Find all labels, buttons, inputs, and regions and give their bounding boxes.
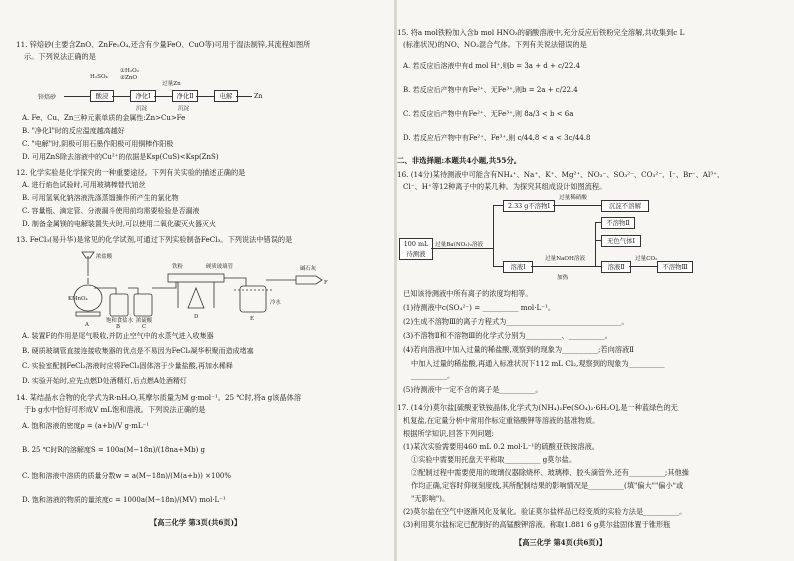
q16-part-1: (1)待测液中c(SO₄²⁻) = __________ mol·L⁻¹。: [403, 303, 556, 312]
bottle-c: [134, 294, 152, 316]
q11-box-purify-1: 净化Ⅰ: [130, 90, 156, 102]
q12-option-c: C. 容量瓶、滴定管、分液漏斗使用前均需要检验是否漏液: [22, 207, 200, 215]
q16-branch-bottom: [493, 266, 503, 267]
q16-precipitate-1-result: 沉淀不溶解: [601, 200, 649, 212]
label-hard-glass-tube: 硬质玻璃管: [206, 264, 233, 270]
q11-product: Zn: [254, 92, 263, 100]
q17-part-2: (2)莫尔盐在空气中逐渐风化及氧化。验证莫尔盐样品已经变质的实验方法是__________。: [403, 507, 687, 516]
right-page: [397, 0, 794, 561]
q15-option-b: B. 若反应后产物中有Fe²⁺、无Fe³⁺,则b = 2a + c/22.4: [403, 86, 578, 94]
label-soda-lime: 碱石灰: [300, 266, 317, 272]
q14-option-b: B. 25 ℃时R的溶解度S = 100a(M−18n)/(18na+Mb) g: [22, 446, 206, 454]
q13-option-b: B. 硬质玻璃管直接连接收集器的优点是不易因为FeCl₃凝华积聚而造成堵塞: [22, 347, 254, 355]
label-kmno4: KMnO₄: [68, 296, 88, 302]
q16-stem-line1: 16. (14分)某待测液中可能含有NH₄⁺、Na⁺、K⁺、Mg²⁺、NO₃⁻、SO₃²⁻、CO₃²⁻、I⁻、Br⁻、Al³⁺、: [397, 170, 725, 179]
left-page-footer: 【高三化学 第3页(共6页)】: [150, 518, 242, 527]
q14-stem-line1: 14. 某结晶水合物的化学式为R·nH₂O,其摩尔质量为M g·mol⁻¹。25 ℃时,将a g该晶体溶: [16, 393, 302, 402]
q11-stem-line1: 11. 锌焙砂(主要含ZnO、ZnFe₂O₄,还含有少量FeO、CuO等)可用于湿法制锌,其流程如图所: [16, 40, 311, 49]
q11-option-d: D. 可用ZnS除去溶液中的Cu²⁺的依据是Ksp(CuS)<Ksp(ZnS): [22, 153, 219, 161]
right-page-footer: 【高三化学 第4页(共6页)】: [515, 538, 607, 547]
q12-option-a: A. 进行焰色试验时,可用玻璃棒替代铂丝: [22, 181, 146, 189]
q11-precipitate-2: 沉淀: [178, 106, 190, 112]
q11-arrow-1: [64, 96, 90, 97]
q16-reagent-1b: 过量稀硝酸: [559, 195, 587, 201]
q16-part-3: (3)不溶物Ⅱ和不溶物Ⅲ的化学式分别为__________、__________。: [403, 331, 612, 340]
bottle-b: [110, 294, 128, 316]
q16-arrow-main: [431, 248, 493, 249]
letter-c: C: [142, 324, 147, 328]
q11-stem-line2: 示。下列说法正确的是: [24, 52, 96, 61]
q16-precipitate-1-box: 2.33 g不溶物Ⅰ: [503, 200, 555, 212]
q12-option-d: D. 制备金属镁的电解装置失火时,可以使用二氧化碳灭火器灭火: [22, 220, 217, 228]
q11-arrow-3: [154, 96, 172, 97]
q16-solution-2-box: 溶液Ⅱ: [601, 261, 631, 273]
label-conc-h2so4: 浓硫酸: [136, 318, 153, 324]
letter-f: F: [324, 280, 328, 286]
q16-part-5: (5)待测液中一定不含的离子是__________。: [403, 385, 543, 394]
q15-stem-line2: (标准状况)的NO、NO₂混合气体。下列有关说法错误的是: [403, 40, 587, 49]
q11-box-purify-2: 净化Ⅱ: [172, 90, 198, 102]
q16-gas-1-box: 无色气体Ⅰ: [601, 235, 641, 247]
q13-apparatus-diagram: [60, 248, 340, 328]
q15-option-d: D. 若反应后产物中有Fe²⁺、Fe³⁺,则 c/44.8 < a < 3c/44.8: [403, 134, 591, 142]
q16-precipitate-2-box: 不溶物Ⅱ: [601, 217, 635, 229]
q17-part-1: (1)某次实验需要用460 mL 0.2 mol·L⁻¹的硫酸亚铁铵溶液。: [403, 442, 599, 451]
q11-arrow-2: [112, 96, 130, 97]
q16-branch-vertical: [493, 205, 494, 267]
label-iron-powder: 铁粉: [172, 264, 183, 270]
q17-part-1-sub-1: ①实验中需要用托盘天平称取__________ g莫尔盐。: [411, 455, 577, 464]
letter-b: B: [116, 324, 120, 328]
q14-stem-line2: 于b g水中恰好可形成V mL饱和溶液。下列说法正确的是: [24, 405, 206, 414]
q11-box-acid-leach: 酸浸: [90, 90, 114, 102]
drying-tube-f: [296, 276, 322, 284]
label-conc-hcl: 浓盐酸: [96, 254, 113, 260]
q11-box-electrolysis: 电解: [214, 90, 238, 102]
q14-option-a: A. 饱和溶液的密度ρ = (a+b)/V g·mL⁻¹: [22, 422, 150, 430]
q16-part-4-line3: __________。: [411, 371, 455, 380]
q16-reagent-1: 过量Ba(NO₃)₂溶液: [435, 242, 484, 248]
q16-part-4-line2: 中加入过量的稀盐酸,再通入标准状况下112 mL Cl₂,观察到的现象为__________: [411, 359, 665, 368]
q15-stem-line1: 15. 将a mol铁粉加入含b mol HNO₃的硝酸溶液中,充分反应后铁粉完全溶解,共收集到c L: [397, 28, 685, 37]
q16-reagent-2: 过量NaOH溶液: [545, 256, 586, 262]
left-page: [0, 0, 394, 561]
q17-part-1-sub-2-line2: 作均正确,定容时仰视刻度线,其所配制结果的影响情况是__________(填"偏大""偏小"或: [411, 481, 684, 490]
q16-arrow-3: [629, 266, 657, 267]
stand-a: [76, 312, 100, 316]
section-2-heading: 二、非选择题:本题共4小题,共55分。: [397, 156, 522, 165]
label-cold-water: 冷水: [270, 300, 281, 306]
q11-option-a: A. Fe、Cu、Zn三种元素单质的金属性:Zn>Cu>Fe: [22, 114, 186, 122]
q17-stem-line2: 机复盐,在定量分析中常用作标定重铬酸钾等溶液的基准物质。: [403, 416, 600, 425]
q12-option-b: B. 可用氢氧化钠溶液洗涤蒸馏操作所产生的氯化物: [22, 194, 179, 202]
q13-option-d: D. 实验开始时,应先点燃D处酒精灯,后点燃A处酒精灯: [22, 377, 187, 385]
letter-e: E: [250, 316, 254, 322]
q12-stem: 12. 化学实验是化学探究的一种重要途径。下列有关实验的描述正确的是: [16, 168, 246, 177]
q11-reagent-2: ①H₂O₂ ②ZnO: [120, 68, 139, 81]
label-brine: 饱和食盐水: [106, 318, 133, 324]
q11-precipitate-1: 沉淀: [136, 106, 148, 112]
q11-reagent-1: H₂SO₄: [90, 74, 108, 80]
q16-stem-line2: Cl⁻、H⁺等12种离子中的某几种。为探究其组成设计如图流程。: [403, 182, 607, 191]
q11-arrow-4: [196, 96, 214, 97]
q16-branch-top: [493, 205, 503, 206]
q11-reagent-3: 过量Zn: [162, 81, 181, 87]
q14-option-c: C. 饱和溶液中溶质的质量分数w = a(M−18n)/(M(a+b)) ×100%: [22, 472, 232, 480]
letter-d: D: [194, 314, 199, 320]
q17-part-3: (3)利用莫尔盐标定已配制好的高锰酸钾溶液。称取1.881 6 g莫尔盐固体置于锥形瓶: [403, 520, 671, 529]
q15-option-a: A. 若反应后溶液中有d mol H⁺,则b = 3a + d + c/22.4: [403, 62, 580, 70]
hard-glass-tube: [168, 274, 224, 282]
q11-option-c: C. "电解"时,阴极可用石墨作阳极可用铜棒作阳极: [22, 140, 174, 148]
q17-stem-line1: 17. (14分)莫尔盐[硫酸亚铁铵晶体,化学式为(NH₄)₂Fe(SO₄)₂·6H₂O],是一种蓝绿色的无: [397, 403, 678, 412]
q16-start-box: 100 mL 待测液: [399, 238, 433, 260]
letter-a: A: [85, 322, 89, 328]
q14-option-d: D. 饱和溶液的物质的量浓度c = 1000a(M−18n)/(MV) mol·L⁻¹: [22, 496, 226, 504]
q16-branch-2-vertical: [595, 222, 596, 266]
q13-stem: 13. FeCl₃(易升华)是常见的化学试剂,可通过下列实验制备FeCl₃。下列说法中错误的是: [16, 235, 293, 244]
q13-option-a: A. 装置F的作用是尾气吸收,并防止空气中的水蒸气进入收集器: [22, 332, 214, 340]
q16-line-given: 已知该待测液中所有离子的浓度均相等。: [403, 289, 533, 298]
q16-precipitate-3-box: 不溶物Ⅲ: [657, 261, 693, 273]
q11-raw-material: 锌焙砂: [38, 94, 57, 101]
q16-solution-1-box: 溶液Ⅰ: [503, 261, 533, 273]
q16-part-2: (2)生成不溶物Ⅲ的离子方程式为________________________________。: [403, 317, 629, 326]
q11-option-b: B. "净化Ⅰ"时的反应温度越高越好: [22, 127, 125, 135]
q16-arrow-1b: [553, 205, 601, 206]
q16-part-4-line1: (4)若向溶液Ⅰ中加入过量的稀盐酸,观察到的现象为__________;若向溶液Ⅱ: [403, 345, 635, 354]
q15-option-c: C. 若反应后产物中有Fe²⁺、无Fe³⁺,则 8a/3 < b < 6a: [403, 110, 574, 118]
q13-option-c: C. 实验室配制FeCl₃溶液时应将FeCl₃固体溶于少量盐酸,再加水稀释: [22, 362, 233, 370]
q16-reagent-3: 过量CO₂: [635, 256, 658, 262]
q17-part-1-sub-2-line3: "无影响")。: [411, 494, 450, 503]
q17-part-1-sub-2-line1: ②配制过程中需要使用的玻璃仪器除烧杯、玻璃棒、胶头滴管外,还有__________;其他操: [411, 468, 689, 477]
q16-arrow-2: [531, 266, 595, 267]
q16-heat: 加热: [557, 275, 569, 281]
lamp-d: [188, 288, 204, 308]
q17-stem-line3: 根据所学知识,回答下列问题:: [403, 429, 494, 438]
q11-arrow-5: [236, 96, 252, 97]
